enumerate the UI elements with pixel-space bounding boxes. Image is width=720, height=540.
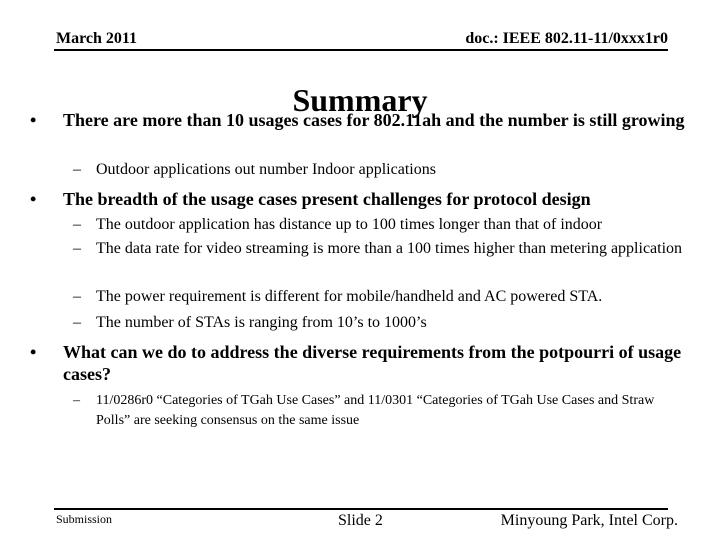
footer-divider xyxy=(54,508,668,510)
dash-marker: – xyxy=(73,240,81,257)
dash-marker: – xyxy=(73,161,81,178)
bullet-2-sub-2: The data rate for video streaming is more than a 100 times higher than metering application xyxy=(96,240,683,257)
dash-marker: – xyxy=(73,216,81,233)
footer-submission: Submission xyxy=(56,512,113,526)
dash-marker: – xyxy=(73,393,80,408)
bullet-1-text: There are more than 10 usages cases for 802.11ah and the number is still growing xyxy=(63,110,685,130)
bullet-2-sub-1: The outdoor application has distance up to 100 times longer than that of indoor xyxy=(96,216,603,233)
bullet-3-text: What can we do to address the diverse requirements from the potpourri of usage cases? xyxy=(63,342,682,384)
header-divider xyxy=(54,49,668,51)
dash-marker: – xyxy=(73,314,81,331)
header-date: March 2011 xyxy=(56,30,138,47)
footer-slide-number: Slide 2 xyxy=(338,512,383,529)
bullet-2-sub-4: The number of STAs is ranging from 10’s to 1000’s xyxy=(96,314,427,331)
bullet-marker: • xyxy=(30,189,37,209)
bullet-2-sub-3: The power requirement is different for mobile/handheld and AC powered STA. xyxy=(96,288,603,305)
header-doc-id: doc.: IEEE 802.11-11/0xxx1r0 xyxy=(465,30,668,47)
slide-title: Summary xyxy=(292,82,428,118)
bullet-marker: • xyxy=(30,110,37,130)
bullet-2-text: The breadth of the usage cases present challenges for protocol design xyxy=(63,189,591,209)
dash-marker: – xyxy=(73,288,81,305)
bullet-3-sub-1: 11/0286r0 “Categories of TGah Use Cases” and 11/0301 “Categories of TGah Use Cases and Straw Polls” are seeking consensus on the same issue xyxy=(96,393,655,428)
bullet-marker: • xyxy=(30,342,37,362)
footer-author: Minyoung Park, Intel Corp. xyxy=(500,512,678,529)
bullet-1-sub-1: Outdoor applications out number Indoor applications xyxy=(96,161,436,178)
